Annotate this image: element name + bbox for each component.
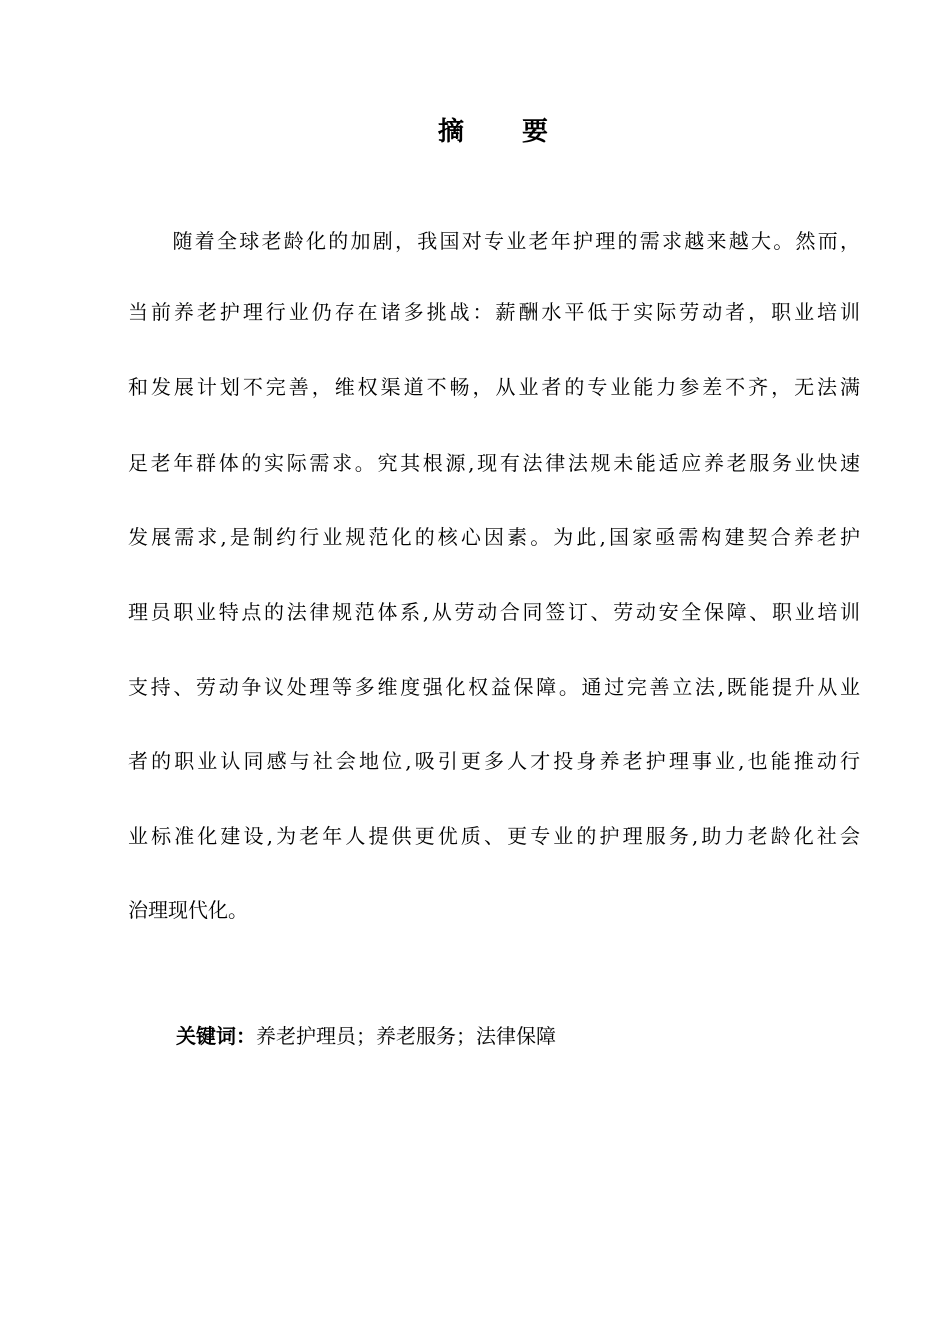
abstract-line: 者的职业认同感与社会地位,吸引更多人才投身养老护理事业,也能推动行 [128,749,860,773]
keywords [176,1012,556,1060]
abstract-line: 理员职业特点的法律规范体系,从劳动合同签订、劳动安全保障、职业培训 [128,600,860,624]
keywords-label: 关键词： [176,1024,256,1048]
abstract-line: 随着全球老龄化的加剧，我国对专业老年护理的需求越来越大。然而， [128,229,860,253]
abstract-line: 足老年群体的实际需求。究其根源,现有法律法规未能适应养老服务业快速 [128,451,860,475]
abstract-line: 治理现代化。 [128,898,248,922]
abstract-line: 发展需求,是制约行业规范化的核心因素。为此,国家亟需构建契合养老护 [128,525,860,549]
abstract-line: 当前养老护理行业仍存在诸多挑战：薪酬水平低于实际劳动者，职业培训 [128,300,860,324]
page-title: 摘 要 [437,117,550,147]
keywords-value: 养老护理员；养老服务；法律保障 [256,1024,556,1048]
abstract-line: 和发展计划不完善，维权渠道不畅，从业者的专业能力参差不齐，无法满 [128,375,860,399]
abstract-line: 业标准化建设,为老年人提供更优质、更专业的护理服务,助力老龄化社会 [128,824,860,848]
abstract-line: 支持、劳动争议处理等多维度强化权益保障。通过完善立法,既能提升从业 [128,675,860,699]
